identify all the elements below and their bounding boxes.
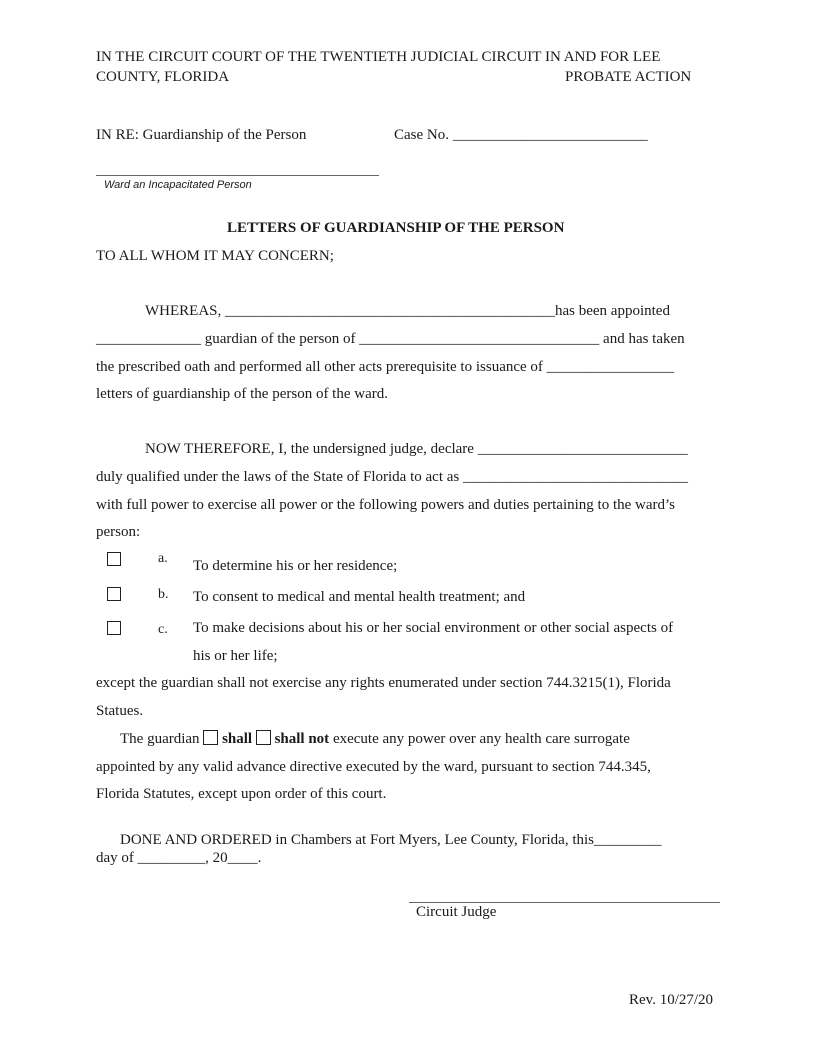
whereas-line2: ______________ guardian of the person of ________________________________ and has taken: [96, 331, 685, 347]
power-c-checkbox[interactable]: [107, 621, 121, 635]
now-therefore-line4: person:: [96, 524, 141, 540]
power-c-text: To make decisions about his or her social environment or other social aspects of: [193, 620, 674, 636]
now-therefore-line2: duly qualified under the laws of the State of Florida to act as ______________________________: [96, 469, 688, 485]
power-c-letter: c.: [158, 622, 168, 637]
shall-label: shall: [222, 731, 253, 747]
surrogate-rest: execute any power over any health care surrogate: [332, 731, 630, 747]
power-b-checkbox[interactable]: [107, 587, 121, 601]
power-a-checkbox[interactable]: [107, 552, 121, 566]
court-heading-line2: COUNTY, FLORIDA: [96, 69, 230, 85]
power-a-text: To determine his or her residence;: [193, 558, 398, 574]
surrogate-line2: appointed by any valid advance directive executed by the ward, pursuant to section 744.345,: [96, 759, 651, 775]
now-therefore-line1: NOW THEREFORE, I, the undersigned judge, declare ____________________________: [145, 441, 688, 457]
power-c-text-cont: his or her life;: [193, 648, 278, 664]
whereas-line3: the prescribed oath and performed all other acts prerequisite to issuance of _________________: [96, 359, 675, 375]
done-ordered-line1: DONE AND ORDERED in Chambers at Fort Myers, Lee County, Florida, this_________: [120, 832, 662, 848]
shall-not-label: shall not: [274, 731, 330, 747]
surrogate-line1: [120, 729, 630, 749]
surrogate-lead: The guardian: [120, 731, 200, 747]
power-a-letter: a.: [158, 551, 168, 566]
case-number-field: Case No. __________________________: [394, 127, 648, 143]
court-heading-line1: IN THE CIRCUIT COURT OF THE TWENTIETH JUDICIAL CIRCUIT IN AND FOR LEE: [96, 49, 661, 65]
now-therefore-line3: with full power to exercise all power or the following powers and duties pertaining to the ward’s: [96, 497, 676, 513]
in-re-label: IN RE: Guardianship of the Person: [96, 127, 307, 143]
exception-line2: Statues.: [96, 703, 144, 719]
shall-checkbox[interactable]: [203, 730, 218, 745]
power-b-text: To consent to medical and mental health treatment; and: [193, 589, 526, 605]
salutation: TO ALL WHOM IT MAY CONCERN;: [96, 248, 334, 264]
shall-not-checkbox[interactable]: [256, 730, 271, 745]
circuit-judge-label: Circuit Judge: [416, 904, 497, 920]
ward-label: Ward an Incapacitated Person: [104, 179, 252, 191]
done-ordered-line2: day of _________, 20____.: [96, 850, 262, 866]
probate-action-label: PROBATE ACTION: [565, 69, 692, 85]
power-b-letter: b.: [158, 587, 169, 602]
exception-line1: except the guardian shall not exercise any rights enumerated under section 744.3215(1), Florida: [96, 675, 671, 691]
whereas-line1: WHEREAS, ____________________________________________has been appointed: [145, 303, 670, 319]
surrogate-line3: Florida Statutes, except upon order of this court.: [96, 786, 387, 802]
whereas-line4: letters of guardianship of the person of the ward.: [96, 386, 388, 402]
document-title: LETTERS OF GUARDIANSHIP OF THE PERSON: [227, 220, 565, 236]
revision-date: Rev. 10/27/20: [629, 992, 714, 1008]
